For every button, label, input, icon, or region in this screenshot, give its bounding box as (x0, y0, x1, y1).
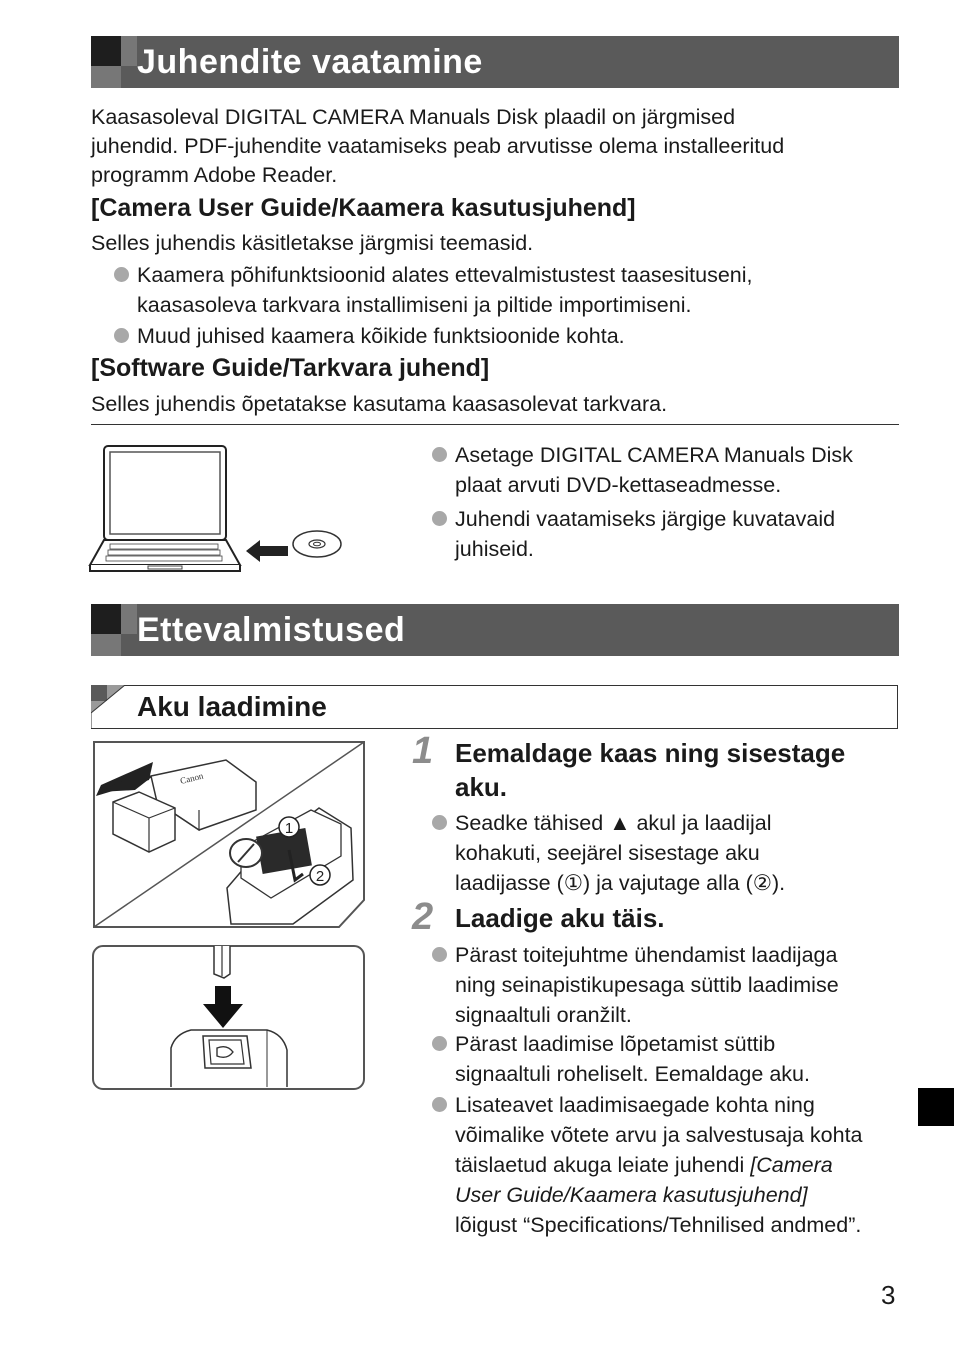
intro-paragraph: Kaasasoleval DIGITAL CAMERA Manuals Disk plaadil on järgmised juhendid. PDF-juhendite vaatamiseks peab arvutisse olema installeeritud programm Adobe Reader. (91, 105, 785, 187)
guide1-bullet-2: Muud juhised kaamera kõikide funktsioonide kohta. (137, 321, 625, 351)
guide1-bullet-1: Kaamera põhifunktsioonid alates ettevalmistustest taasesituseni, kaasasoleva tarkvara installimiseni ja piltide importimiseni. (137, 260, 752, 320)
charger-insert-illustration (91, 740, 366, 929)
callout-2: 2 (315, 868, 325, 885)
subsection-banner (91, 685, 898, 729)
disk-bullet-2: Juhendi vaatamiseks järgige kuvatavaid juhiseid. (455, 504, 835, 564)
step-number-1: 1 (412, 730, 434, 772)
page-number: 3 (881, 1280, 896, 1310)
guide2-heading: [Software Guide/Tarkvara juhend] (91, 354, 490, 382)
battery-brand-label: Canon (179, 770, 205, 786)
section-title-manuals: Juhendite vaatamine (137, 43, 483, 81)
step-title-2: Laadige aku täis. (455, 903, 665, 933)
guide2-lead: Selles juhendis õpetatakse kasutama kaasasolevat tarkvara. (91, 392, 668, 416)
callout-1: 1 (284, 820, 294, 837)
charger-plug-illustration (91, 944, 366, 1091)
section-banner-preparations (91, 604, 899, 656)
chapter-tab-marker (918, 1088, 954, 1126)
guide1-lead: Selles juhendis käsitletakse järgmisi teemasid. (91, 231, 534, 255)
step2-bullet-1: Pärast toitejuhtme ühendamist laadijaga ning seinapistikupesaga süttib laadimise signaaltuli oranžilt. (455, 940, 839, 1030)
step-title-1: Eemaldage kaas ning sisestage aku. (455, 738, 846, 802)
guide1-heading: [Camera User Guide/Kaamera kasutusjuhend] (91, 194, 636, 222)
step-number-2: 2 (412, 896, 434, 938)
step2-bullet-3: Lisateavet laadimisaegade kohta ning võimalike võtete arvu ja salvestusaja kohta täislaetud akuga leiate juhendi [Camera User Guide/Kaamera kasutusjuhend] lõigust “Specifications/Tehnilised andmed”. (455, 1090, 863, 1240)
step2-bullet-2: Pärast laadimise lõpetamist süttib signaaltuli roheliselt. Eemaldage aku. (455, 1029, 810, 1089)
disk-bullet-1: Asetage DIGITAL CAMERA Manuals Disk plaat arvuti DVD-kettaseadmesse. (455, 440, 853, 500)
divider (91, 424, 899, 425)
section-title-preparations: Ettevalmistused (137, 611, 406, 649)
subsection-title: Aku laadimine (137, 691, 327, 722)
step1-bullet: Seadke tähised ▲ akul ja laadijal kohakuti, seejärel sisestage aku laadijasse (①) ja vajutage alla (②). (455, 808, 785, 898)
laptop-disk-illustration (88, 440, 350, 580)
section-banner-manuals (91, 36, 899, 88)
